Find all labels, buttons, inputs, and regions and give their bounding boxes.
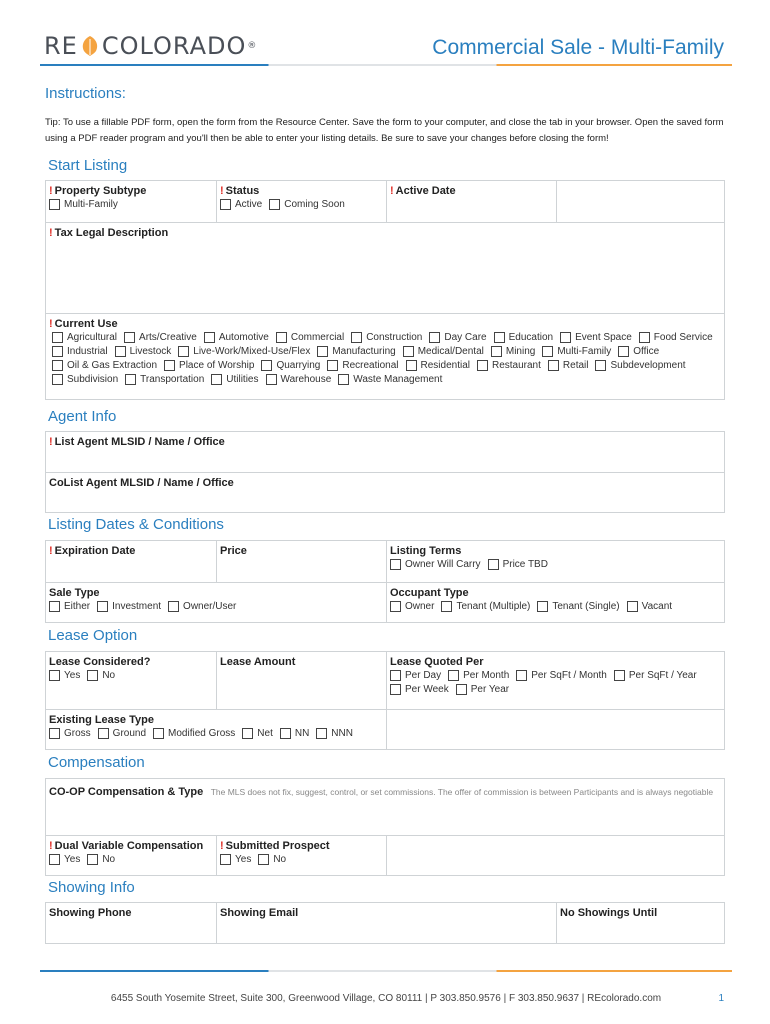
checkbox-label: Modified Gross <box>168 728 236 739</box>
checkbox-option[interactable] <box>49 601 90 612</box>
active-date-field[interactable] <box>386 181 556 222</box>
checkbox-icon[interactable] <box>125 374 136 385</box>
listing-dates-grid <box>45 540 725 623</box>
checkbox-label: Manufacturing <box>332 346 396 357</box>
checkbox-label: No <box>273 854 287 865</box>
listing-terms-label: Listing Terms <box>390 545 462 557</box>
checkbox-icon[interactable] <box>560 332 571 343</box>
checkbox-label: Livestock <box>129 346 172 357</box>
checkbox-icon[interactable] <box>220 854 231 865</box>
checkbox-icon[interactable] <box>153 728 164 739</box>
compensation-grid <box>45 778 725 876</box>
checkbox-option[interactable] <box>52 332 117 343</box>
checkbox-label: Gross <box>64 728 91 739</box>
checkbox-icon[interactable] <box>204 332 215 343</box>
checkbox-icon[interactable] <box>49 728 60 739</box>
checkbox-icon[interactable] <box>178 346 189 357</box>
occupant-type-label: Occupant Type <box>390 587 469 599</box>
checkbox-label: Per SqFt / Year <box>628 670 697 681</box>
checkbox-option[interactable] <box>618 346 659 357</box>
checkbox-icon[interactable] <box>98 728 109 739</box>
blank-cell <box>556 181 724 222</box>
checkbox-icon[interactable] <box>52 360 63 371</box>
checkbox-icon[interactable] <box>49 601 60 612</box>
tax-legal-label: Tax Legal Description <box>54 227 169 239</box>
checkbox-icon[interactable] <box>627 601 638 612</box>
checkbox-option[interactable] <box>406 360 470 371</box>
checkbox-icon[interactable] <box>491 346 502 357</box>
checkbox-option[interactable] <box>269 199 345 210</box>
checkbox-label: Investment <box>112 601 162 612</box>
checkbox-label: Yes <box>235 854 252 865</box>
checkbox-label: Education <box>508 332 554 343</box>
page-number: 1 <box>718 993 724 1004</box>
current-use-field <box>46 314 724 399</box>
colist-agent-label: CoList Agent MLSID / Name / Office <box>49 477 234 489</box>
checkbox-label: Event Space <box>575 332 632 343</box>
checkbox-icon[interactable] <box>316 728 327 739</box>
footer-address: 6455 South Yosemite Street, Suite 300, Greenwood Village, CO 80111 | P 303.850.9576 | F 303.850.9637 | REcolorado.com <box>110 993 662 1004</box>
start-listing-grid <box>45 180 725 400</box>
checkbox-option[interactable] <box>258 854 286 865</box>
checkbox-option[interactable] <box>52 346 108 357</box>
checkbox-label: Arts/Creative <box>139 332 197 343</box>
checkbox-option[interactable] <box>115 346 172 357</box>
checkbox-option[interactable] <box>220 854 251 865</box>
existing-lease-type-label: Existing Lease Type <box>49 714 154 726</box>
checkbox-icon[interactable] <box>124 332 135 343</box>
checkbox-label: Restaurant <box>491 360 541 371</box>
checkbox-icon[interactable] <box>338 374 349 385</box>
tax-legal-description-field[interactable] <box>46 223 724 313</box>
checkbox-icon[interactable] <box>168 601 179 612</box>
active-date-label: Active Date <box>395 185 456 197</box>
current-use-label: Current Use <box>54 318 118 330</box>
checkbox-icon[interactable] <box>548 360 559 371</box>
checkbox-label: Tenant (Multiple) <box>456 601 531 612</box>
checkbox-option[interactable] <box>49 670 80 681</box>
logo-registered-mark: ® <box>247 41 258 51</box>
listing-terms-field <box>386 541 724 582</box>
no-showings-until-label: No Showings Until <box>560 907 658 919</box>
checkbox-option[interactable] <box>560 332 632 343</box>
status-label: Status <box>225 185 260 197</box>
logo-text-colorado: COLORADO <box>101 32 247 60</box>
lease-amount-field[interactable] <box>216 652 386 709</box>
checkbox-icon[interactable] <box>537 601 548 612</box>
logo-text-re: RE <box>44 32 78 60</box>
showing-email-field[interactable] <box>216 903 556 943</box>
checkbox-option[interactable] <box>87 670 115 681</box>
checkbox-icon[interactable] <box>261 360 272 371</box>
checkbox-label: Live-Work/Mixed-Use/Flex <box>193 346 311 357</box>
checkbox-option[interactable] <box>456 684 509 695</box>
checkbox-option[interactable] <box>317 346 395 357</box>
checkbox-option[interactable] <box>390 559 481 570</box>
checkbox-option[interactable] <box>97 601 161 612</box>
checkbox-option[interactable] <box>639 332 713 343</box>
checkbox-option[interactable] <box>276 332 344 343</box>
checkbox-label: No <box>102 854 116 865</box>
status-field <box>216 181 386 222</box>
checkbox-label: Industrial <box>67 346 108 357</box>
checkbox-icon[interactable] <box>97 601 108 612</box>
checkbox-icon[interactable] <box>87 854 98 865</box>
status-options <box>220 199 383 210</box>
checkbox-option[interactable] <box>49 728 91 739</box>
instructions-heading: Instructions: <box>45 85 126 102</box>
checkbox-label: NN <box>294 728 310 739</box>
checkbox-option[interactable] <box>516 670 607 681</box>
required-marker: ! <box>49 318 53 330</box>
lease-quoted-per-field <box>386 652 724 709</box>
expiration-date-field[interactable] <box>46 541 216 582</box>
checkbox-icon[interactable] <box>618 346 629 357</box>
checkbox-icon[interactable] <box>595 360 606 371</box>
checkbox-label: Per Week <box>405 684 449 695</box>
coop-compensation-field[interactable] <box>46 779 724 835</box>
checkbox-icon[interactable] <box>276 332 287 343</box>
checkbox-label: Multi-Family <box>557 346 612 357</box>
current-use-options <box>49 332 721 385</box>
checkbox-label: Place of Worship <box>179 360 255 371</box>
blank-cell <box>386 836 724 875</box>
aspen-leaf-icon <box>80 35 100 57</box>
blank-cell <box>386 710 724 749</box>
section-start-listing: Start Listing <box>48 157 128 174</box>
checkbox-option[interactable] <box>316 728 353 739</box>
checkbox-icon[interactable] <box>542 346 553 357</box>
checkbox-label: Commercial <box>290 332 345 343</box>
lease-considered-options <box>49 670 213 681</box>
checkbox-label: Transportation <box>140 374 205 385</box>
existing-lease-type-options <box>49 728 383 739</box>
submitted-prospect-label: Submitted Prospect <box>225 840 330 852</box>
checkbox-icon[interactable] <box>220 199 231 210</box>
checkbox-icon[interactable] <box>52 332 63 343</box>
checkbox-label: Multi-Family <box>64 199 118 210</box>
checkbox-icon[interactable] <box>477 360 488 371</box>
section-lease-option: Lease Option <box>48 627 138 644</box>
showing-info-grid <box>45 902 725 944</box>
checkbox-label: Tenant (Single) <box>552 601 620 612</box>
checkbox-label: Agricultural <box>67 332 118 343</box>
lease-considered-label: Lease Considered? <box>49 656 151 668</box>
checkbox-icon[interactable] <box>49 670 60 681</box>
property-subtype-field <box>46 181 216 222</box>
section-listing-dates: Listing Dates & Conditions <box>48 516 224 533</box>
checkbox-option[interactable] <box>242 728 273 739</box>
checkbox-option[interactable] <box>124 332 197 343</box>
checkbox-option[interactable] <box>542 346 611 357</box>
checkbox-option[interactable] <box>614 670 697 681</box>
sale-type-options <box>49 601 383 612</box>
checkbox-icon[interactable] <box>403 346 414 357</box>
list-agent-label: List Agent MLSID / Name / Office <box>54 436 225 448</box>
checkbox-icon[interactable] <box>390 559 401 570</box>
checkbox-icon[interactable] <box>242 728 253 739</box>
checkbox-icon[interactable] <box>164 360 175 371</box>
checkbox-label: Either <box>64 601 91 612</box>
checkbox-option[interactable] <box>494 332 553 343</box>
checkbox-label: Price TBD <box>502 559 548 570</box>
checkbox-label: Office <box>633 346 660 357</box>
checkbox-icon[interactable] <box>390 684 401 695</box>
checkbox-option[interactable] <box>448 670 509 681</box>
checkbox-option[interactable] <box>261 360 320 371</box>
checkbox-icon[interactable] <box>87 670 98 681</box>
document-title: Commercial Sale - Multi-Family <box>432 36 724 59</box>
checkbox-label: Construction <box>366 332 423 343</box>
checkbox-icon[interactable] <box>115 346 126 357</box>
checkbox-label: Residential <box>420 360 470 371</box>
checkbox-icon[interactable] <box>494 332 505 343</box>
coop-compensation-note: The MLS does not fix, suggest, control, or set commissions. The offer of commission is between Participants and is always negotiable <box>210 787 714 797</box>
section-showing-info: Showing Info <box>48 879 135 896</box>
section-agent-info: Agent Info <box>48 408 117 425</box>
checkbox-icon[interactable] <box>317 346 328 357</box>
lease-considered-field <box>46 652 216 709</box>
checkbox-label: Yes <box>64 854 81 865</box>
checkbox-label: Automotive <box>218 332 269 343</box>
property-subtype-options <box>49 199 213 210</box>
section-compensation: Compensation <box>48 754 145 771</box>
checkbox-label: Ground <box>112 728 147 739</box>
required-marker: ! <box>220 185 224 197</box>
coop-compensation-label: CO-OP Compensation & Type <box>49 786 204 798</box>
required-marker: ! <box>49 545 53 557</box>
occupant-type-field <box>386 583 724 622</box>
checkbox-label: Per Month <box>463 670 510 681</box>
recolorado-logo <box>44 32 257 60</box>
checkbox-icon[interactable] <box>614 670 625 681</box>
checkbox-label: Owner Will Carry <box>405 559 481 570</box>
checkbox-label: Subdivision <box>67 374 119 385</box>
checkbox-label: Retail <box>562 360 589 371</box>
required-marker: ! <box>49 840 53 852</box>
checkbox-option[interactable] <box>477 360 541 371</box>
lease-amount-label: Lease Amount <box>220 656 296 668</box>
dual-variable-options <box>49 854 213 865</box>
checkbox-option[interactable] <box>390 684 449 695</box>
checkbox-option[interactable] <box>87 854 115 865</box>
sale-type-label: Sale Type <box>49 587 100 599</box>
checkbox-icon[interactable] <box>390 601 401 612</box>
checkbox-option[interactable] <box>390 670 441 681</box>
checkbox-option[interactable] <box>98 728 146 739</box>
no-showings-until-field[interactable] <box>556 903 724 943</box>
checkbox-label: Per Day <box>405 670 442 681</box>
checkbox-option[interactable] <box>220 199 262 210</box>
checkbox-option[interactable] <box>49 854 80 865</box>
checkbox-option[interactable] <box>327 360 398 371</box>
checkbox-icon[interactable] <box>429 332 440 343</box>
checkbox-option[interactable] <box>52 360 157 371</box>
checkbox-icon[interactable] <box>211 374 222 385</box>
checkbox-label: Food Service <box>653 332 713 343</box>
checkbox-icon[interactable] <box>390 670 401 681</box>
checkbox-option[interactable] <box>280 728 309 739</box>
existing-lease-type-field <box>46 710 386 749</box>
checkbox-label: Per SqFt / Month <box>531 670 607 681</box>
checkbox-icon[interactable] <box>280 728 291 739</box>
checkbox-option[interactable] <box>266 374 332 385</box>
price-field[interactable] <box>216 541 386 582</box>
required-marker: ! <box>220 840 224 852</box>
checkbox-label: Quarrying <box>276 360 321 371</box>
checkbox-icon[interactable] <box>269 199 280 210</box>
checkbox-label: Oil & Gas Extraction <box>67 360 158 371</box>
checkbox-label: Warehouse <box>280 374 332 385</box>
checkbox-icon[interactable] <box>639 332 650 343</box>
colist-agent-field[interactable] <box>46 473 724 512</box>
checkbox-option[interactable] <box>204 332 269 343</box>
checkbox-icon[interactable] <box>488 559 499 570</box>
checkbox-option[interactable] <box>488 559 548 570</box>
checkbox-label: Medical/Dental <box>417 346 484 357</box>
checkbox-option[interactable] <box>595 360 685 371</box>
showing-email-label: Showing Email <box>220 907 299 919</box>
checkbox-label: Utilities <box>226 374 259 385</box>
checkbox-option[interactable] <box>390 601 434 612</box>
checkbox-icon[interactable] <box>351 332 362 343</box>
expiration-date-label: Expiration Date <box>54 545 136 557</box>
checkbox-label: Owner/User <box>183 601 237 612</box>
checkbox-option[interactable] <box>125 374 204 385</box>
property-subtype-label: Property Subtype <box>54 185 147 197</box>
checkbox-label: Recreational <box>342 360 399 371</box>
checkbox-label: Active <box>235 199 263 210</box>
checkbox-option[interactable] <box>153 728 235 739</box>
list-agent-field[interactable] <box>46 432 724 472</box>
checkbox-icon[interactable] <box>516 670 527 681</box>
checkbox-option[interactable] <box>548 360 589 371</box>
showing-phone-label: Showing Phone <box>49 907 132 919</box>
checkbox-label: NNN <box>331 728 353 739</box>
showing-phone-field[interactable] <box>46 903 216 943</box>
lease-option-grid <box>45 651 725 750</box>
checkbox-option[interactable] <box>627 601 672 612</box>
price-label: Price <box>220 545 247 557</box>
checkbox-label: Owner <box>405 601 435 612</box>
required-marker: ! <box>49 436 53 448</box>
checkbox-option[interactable] <box>403 346 484 357</box>
checkbox-icon[interactable] <box>49 854 60 865</box>
checkbox-label: Waste Management <box>353 374 443 385</box>
checkbox-option[interactable] <box>491 346 535 357</box>
checkbox-icon[interactable] <box>266 374 277 385</box>
checkbox-label: Day Care <box>444 332 487 343</box>
occupant-type-options <box>390 601 721 612</box>
checkbox-label: No <box>102 670 116 681</box>
submitted-prospect-options <box>220 854 383 865</box>
checkbox-icon[interactable] <box>448 670 459 681</box>
dual-variable-field <box>46 836 216 875</box>
checkbox-option[interactable] <box>164 360 254 371</box>
checkbox-icon[interactable] <box>456 684 467 695</box>
agent-info-grid <box>45 431 725 513</box>
checkbox-option[interactable] <box>211 374 258 385</box>
header-divider <box>40 64 732 66</box>
footer-divider <box>40 970 732 972</box>
listing-terms-options <box>390 559 721 570</box>
checkbox-icon[interactable] <box>258 854 269 865</box>
checkbox-option[interactable] <box>52 374 118 385</box>
checkbox-option[interactable] <box>351 332 422 343</box>
lease-quoted-per-options <box>390 670 721 695</box>
instructions-text: Tip: To use a fillable PDF form, open the form from the Resource Center. Save the form to your computer, and close the tab in your browser. Open the saved form using a PDF reader program and you'll then be able to enter your listing details. Be sure to save your changes before closing the form! <box>45 117 724 144</box>
checkbox-icon[interactable] <box>441 601 452 612</box>
checkbox-label: Subdevelopment <box>610 360 686 371</box>
checkbox-option[interactable] <box>338 374 442 385</box>
checkbox-label: Yes <box>64 670 81 681</box>
required-marker: ! <box>49 185 53 197</box>
checkbox-option[interactable] <box>168 601 236 612</box>
checkbox-option[interactable] <box>441 601 530 612</box>
checkbox-option[interactable] <box>49 199 118 210</box>
submitted-prospect-field <box>216 836 386 875</box>
checkbox-label: Vacant <box>641 601 673 612</box>
page-header <box>40 28 732 68</box>
dual-variable-label: Dual Variable Compensation <box>54 840 204 852</box>
checkbox-icon[interactable] <box>406 360 417 371</box>
sale-type-field <box>46 583 386 622</box>
required-marker: ! <box>49 227 53 239</box>
checkbox-icon[interactable] <box>327 360 338 371</box>
lease-quoted-per-label: Lease Quoted Per <box>390 656 484 668</box>
checkbox-icon[interactable] <box>49 199 60 210</box>
checkbox-label: Per Year <box>470 684 510 695</box>
checkbox-option[interactable] <box>429 332 486 343</box>
checkbox-option[interactable] <box>178 346 310 357</box>
checkbox-label: Coming Soon <box>284 199 345 210</box>
checkbox-icon[interactable] <box>52 374 63 385</box>
checkbox-icon[interactable] <box>52 346 63 357</box>
required-marker: ! <box>390 185 394 197</box>
checkbox-label: Net <box>257 728 273 739</box>
checkbox-option[interactable] <box>537 601 619 612</box>
checkbox-label: Mining <box>505 346 536 357</box>
